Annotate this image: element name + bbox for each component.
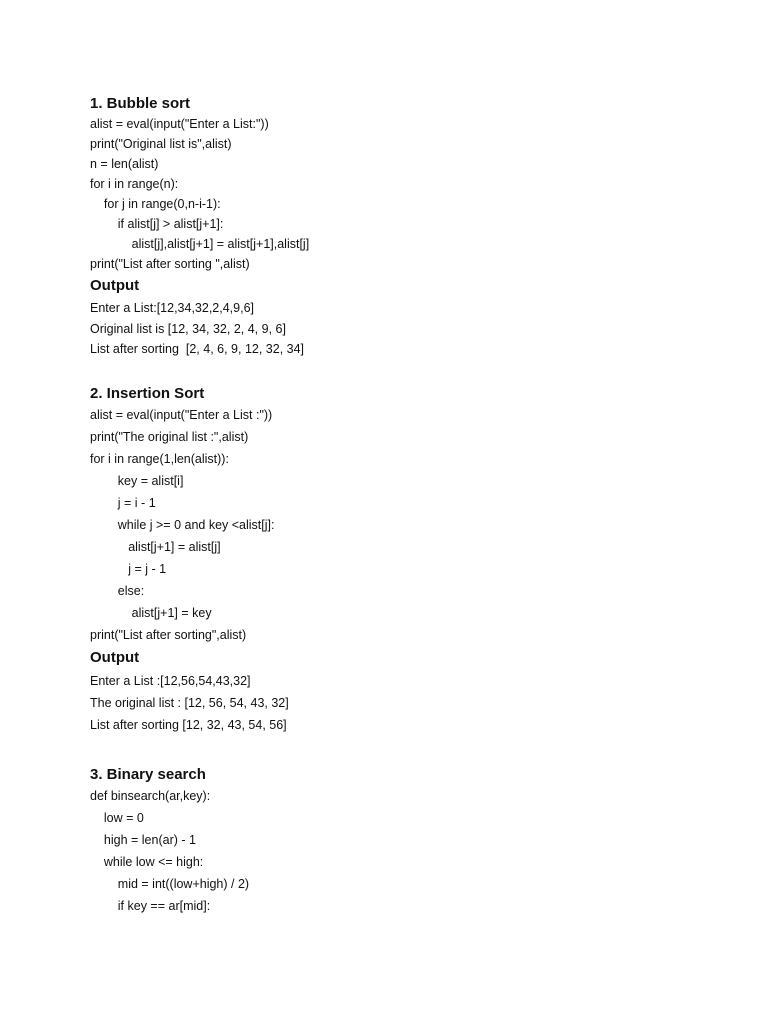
binary-search-code	[90, 785, 730, 917]
output-line: List after sorting [2, 4, 6, 9, 12, 32, 34]	[90, 342, 305, 356]
code-line: for i in range(n):	[90, 177, 179, 191]
insertion-sort-output	[90, 670, 730, 736]
bubble-sort-output-title: Output	[90, 277, 140, 294]
output-line: List after sorting [12, 32, 43, 54, 56]	[90, 718, 287, 732]
code-line: alist[j],alist[j+1] = alist[j+1],alist[j]	[90, 237, 310, 251]
insertion-sort-section	[90, 384, 730, 736]
insertion-sort-title: 2. Insertion Sort	[90, 385, 205, 402]
code-line: else:	[90, 584, 145, 598]
code-line: low = 0	[90, 811, 144, 825]
code-line: for i in range(1,len(alist)):	[90, 452, 229, 466]
code-line: if key == ar[mid]:	[90, 899, 211, 913]
insertion-sort-code	[90, 404, 730, 646]
code-line: alist = eval(input("Enter a List :"))	[90, 408, 273, 422]
binary-search-title: 3. Binary search	[90, 766, 206, 783]
insertion-sort-output-title: Output	[90, 649, 140, 666]
code-line: alist[j+1] = alist[j]	[90, 540, 221, 554]
code-line: alist[j+1] = key	[90, 606, 212, 620]
code-line: high = len(ar) - 1	[90, 833, 196, 847]
output-line: Enter a List :[12,56,54,43,32]	[90, 674, 251, 688]
code-line: key = alist[i]	[90, 474, 184, 488]
bubble-sort-section	[90, 94, 730, 360]
code-line: def binsearch(ar,key):	[90, 789, 211, 803]
code-line: alist = eval(input("Enter a List:"))	[90, 117, 269, 131]
output-line: Original list is [12, 34, 32, 2, 4, 9, 6]	[90, 321, 286, 336]
code-line: while low <= high:	[90, 855, 204, 869]
code-line: print("Original list is",alist)	[90, 137, 232, 151]
output-line: Enter a List:[12,34,32,2,4,9,6]	[90, 301, 255, 315]
code-line: if alist[j] > alist[j+1]:	[90, 217, 224, 231]
code-line: print("The original list :",alist)	[90, 430, 249, 444]
code-line: j = i - 1	[90, 496, 156, 510]
output-line: The original list : [12, 56, 54, 43, 32]	[90, 696, 289, 710]
code-line: n = len(alist)	[90, 157, 159, 171]
code-line: print("List after sorting",alist)	[90, 628, 247, 642]
code-line: print("List after sorting ",alist)	[90, 257, 250, 271]
code-line: while j >= 0 and key <alist[j]:	[90, 518, 275, 532]
code-line: j = j - 1	[90, 562, 167, 576]
bubble-sort-code	[90, 114, 730, 274]
bubble-sort-output	[90, 298, 730, 360]
code-line: for j in range(0,n-i-1):	[90, 197, 221, 211]
bubble-sort-title: 1. Bubble sort	[90, 95, 191, 112]
code-line: mid = int((low+high) / 2)	[90, 877, 250, 891]
binary-search-section	[90, 765, 730, 917]
